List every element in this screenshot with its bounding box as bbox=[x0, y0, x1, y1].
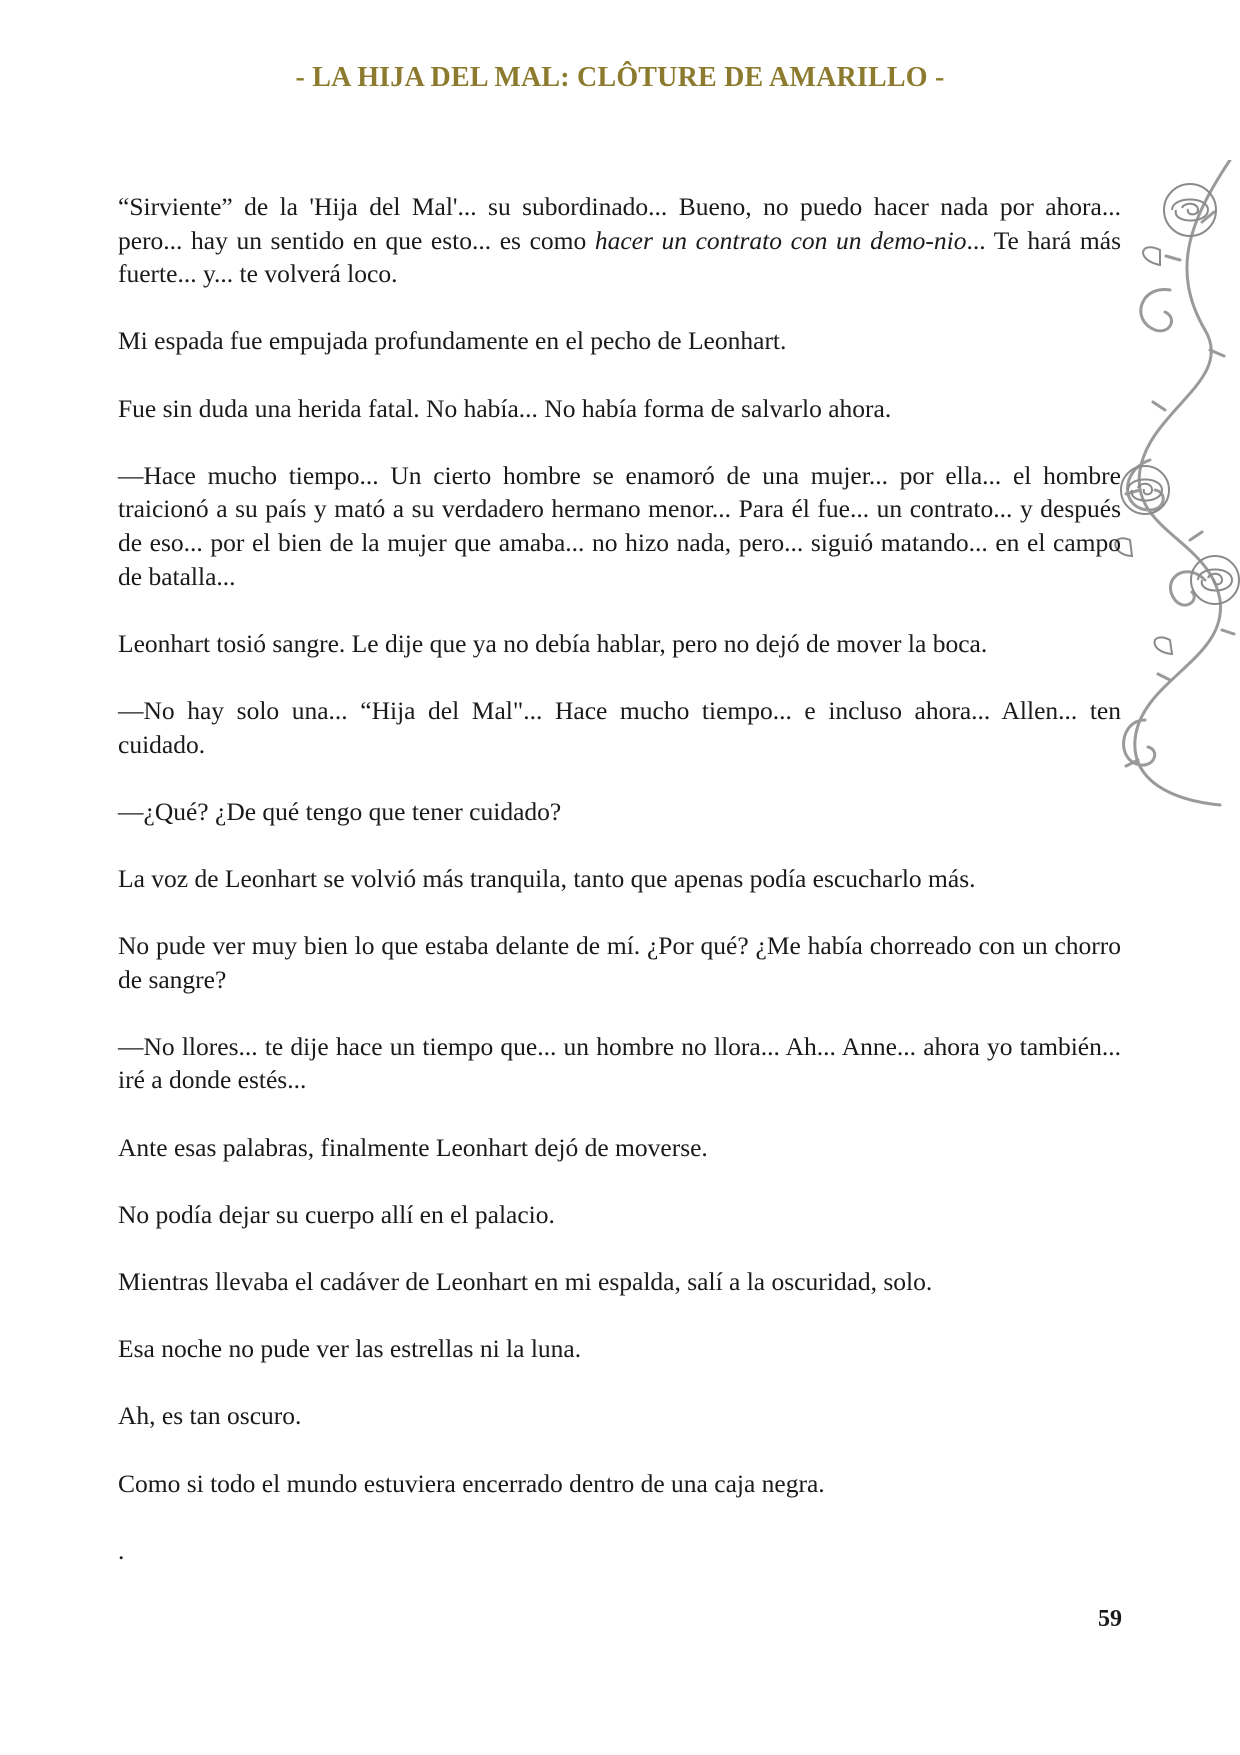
paragraph: . bbox=[118, 1535, 125, 1565]
paragraph: Ante esas palabras, finalmente Leonhart dejó de moverse. bbox=[118, 1132, 708, 1162]
paragraph: Esa noche no pude ver las estrellas ni la luna. bbox=[118, 1334, 582, 1364]
paragraph: La voz de Leonhart se volvió más tranquila, tanto que apenas podía escucharlo más. bbox=[118, 863, 976, 893]
page-header: - LA HIJA DEL MAL: CLÔTURE DE AMARILLO - bbox=[295, 62, 945, 93]
paragraph: Ah, es tan oscuro. bbox=[118, 1401, 302, 1431]
paragraph: Leonhart tosió sangre. Le dije que ya no debía hablar, pero no dejó de mover la boca. bbox=[118, 628, 988, 658]
paragraph: No podía dejar su cuerpo allí en el palacio. bbox=[118, 1199, 555, 1229]
paragraph: Mi espada fue empujada profundamente en el pecho de Leonhart. bbox=[118, 326, 787, 356]
paragraph: Mientras llevaba el cadáver de Leonhart en mi espalda, salí a la oscuridad, solo. bbox=[118, 1267, 933, 1296]
text-run: ... Te hará más fuerte... y... te volverá loco. bbox=[118, 225, 1121, 289]
text-run: “Sirviente” de la 'Hija del Mal'... su subordinado... Bueno, no puedo hacer nada por ahora... pero... hay un sentido en que esto... es como bbox=[118, 192, 1121, 255]
paragraph: —No llores... te dije hace un tiempo que... un hombre no llora... Ah... Anne... ahora yo también... iré a donde estés... bbox=[118, 1031, 1121, 1095]
page-number: 59 bbox=[1098, 1606, 1122, 1632]
italic-text: hacer un contrato con un demo-nio bbox=[594, 225, 967, 255]
paragraph bbox=[118, 190, 1121, 291]
paragraph: —No hay solo una... “Hija del Mal"... Hace mucho tiempo... e incluso ahora... Allen... ten cuidado. bbox=[118, 695, 1121, 759]
paragraph: Como si todo el mundo estuviera encerrado dentro de una caja negra. bbox=[118, 1468, 825, 1498]
paragraph: —¿Qué? ¿De qué tengo que tener cuidado? bbox=[118, 796, 562, 826]
paragraph: —Hace mucho tiempo... Un cierto hombre se enamoró de una mujer... por ella... el hombre traicionó a su país y mató a su verdadero hermano menor... Para él fue... un contrato... y después de eso... por el bien de la mujer que amaba... no hizo nada, pero... siguió matando... en el campo de batalla... bbox=[118, 460, 1121, 591]
paragraph: No pude ver muy bien lo que estaba delante de mí. ¿Por qué? ¿Me había chorreado con un chorro de sangre? bbox=[118, 931, 1121, 994]
rose-vine-icon bbox=[1110, 160, 1240, 810]
paragraph: Fue sin duda una herida fatal. No había... No había forma de salvarlo ahora. bbox=[118, 393, 892, 423]
chapter-text bbox=[118, 190, 1121, 1567]
